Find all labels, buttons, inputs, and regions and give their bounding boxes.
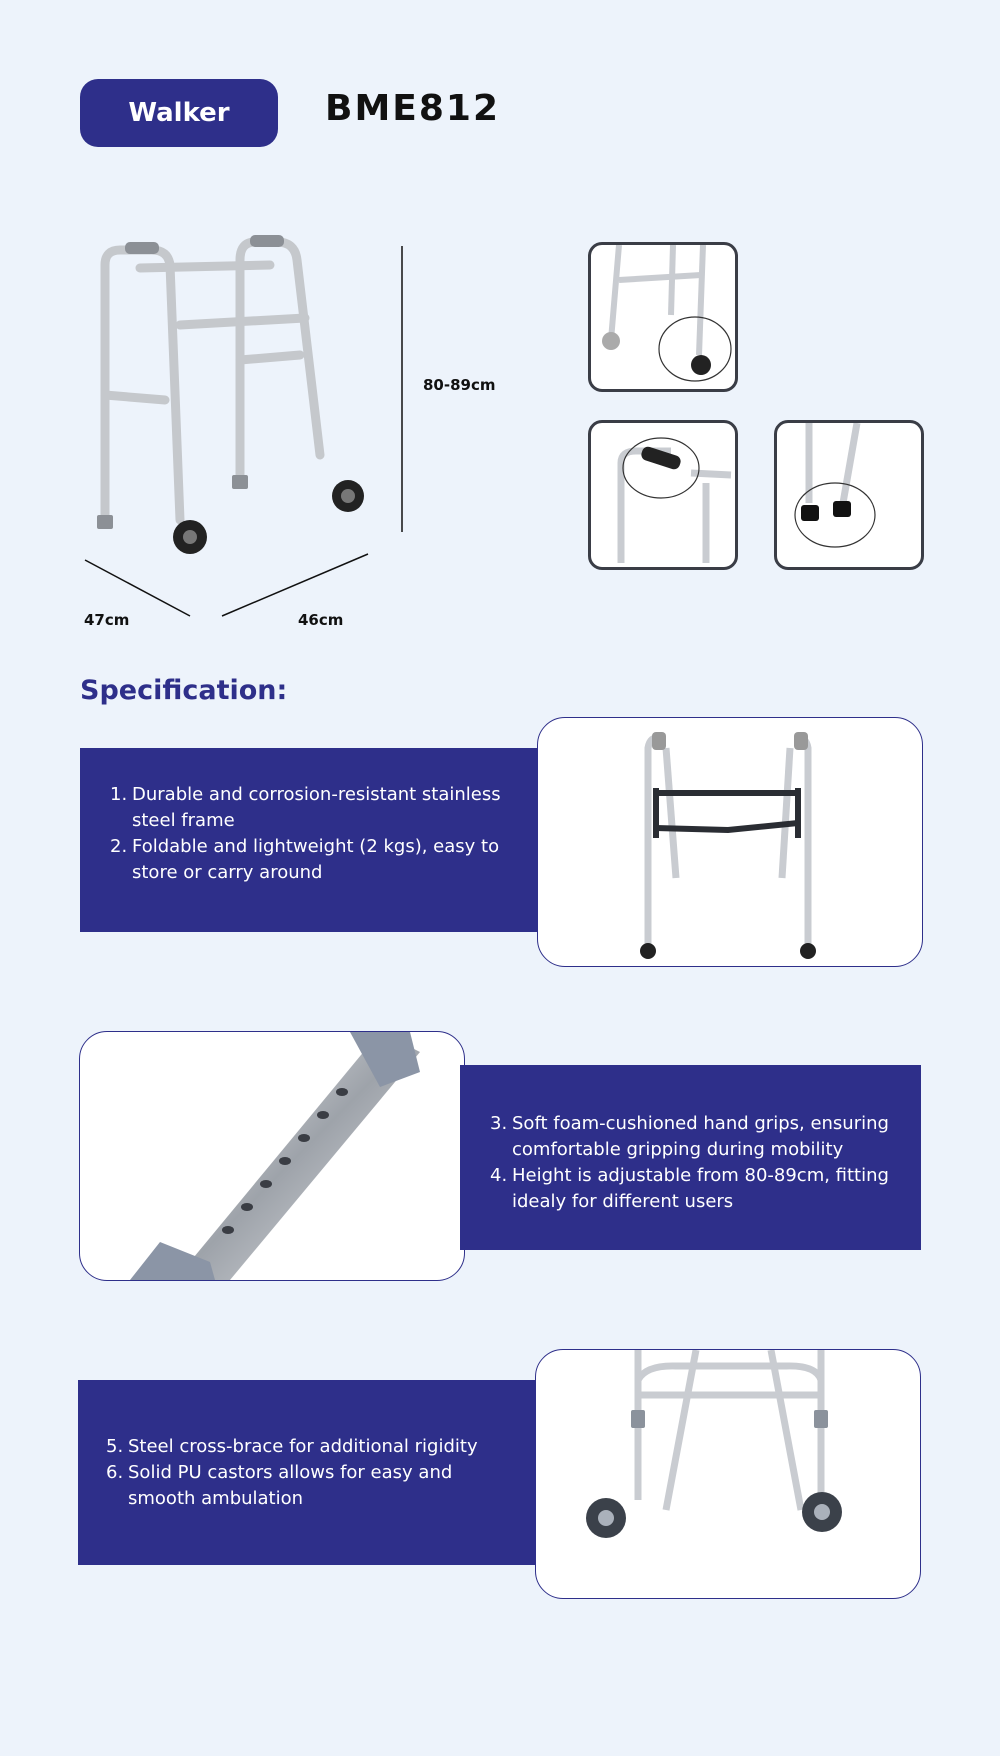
category-label: Walker [128, 98, 230, 128]
thumb-grip-detail [588, 420, 738, 570]
depth-dimension: 46cm [298, 611, 344, 629]
spec-item [110, 782, 520, 834]
spec-item-number: 5. [106, 1436, 124, 1457]
thumb-wheel-detail [588, 242, 738, 392]
photo-walker-front [537, 717, 923, 967]
spec-band-2 [460, 1065, 921, 1250]
specification-heading: Specification: [80, 675, 288, 706]
spec-band-3 [78, 1380, 540, 1565]
spec-item [106, 1434, 520, 1460]
spec-item-text: Soft foam-cushioned hand grips, ensuring comfortable gripping during mobility [512, 1113, 889, 1160]
spec-item-number: 1. [110, 784, 128, 805]
spec-item-text: Durable and corrosion-resistant stainless steel frame [132, 784, 501, 831]
spec-item-text: Solid PU castors allows for easy and smooth ambulation [128, 1462, 453, 1509]
spec-item-number: 2. [110, 836, 128, 857]
spec-item [490, 1111, 901, 1163]
spec-item-text: Height is adjustable from 80-89cm, fitting idealy for different users [512, 1165, 889, 1212]
photo-castor-wheels [535, 1349, 921, 1599]
spec-item-number: 4. [490, 1165, 508, 1186]
thumb-foot-detail [774, 420, 924, 570]
photo-height-adjustment [79, 1031, 465, 1281]
category-badge [80, 79, 278, 147]
spec-item [490, 1163, 901, 1215]
spec-band-1 [80, 748, 540, 932]
width-dimension: 47cm [84, 611, 130, 629]
spec-item-text: Foldable and lightweight (2 kgs), easy to store or carry around [132, 836, 500, 883]
dimension-lines [80, 240, 420, 620]
height-dimension: 80-89cm [423, 376, 496, 394]
spec-item-number: 6. [106, 1462, 124, 1483]
model-number: BME812 [325, 88, 501, 129]
spec-item [106, 1460, 520, 1512]
spec-item [110, 834, 520, 886]
spec-item-text: Steel cross-brace for additional rigidity [128, 1436, 478, 1457]
spec-item-number: 3. [490, 1113, 508, 1134]
